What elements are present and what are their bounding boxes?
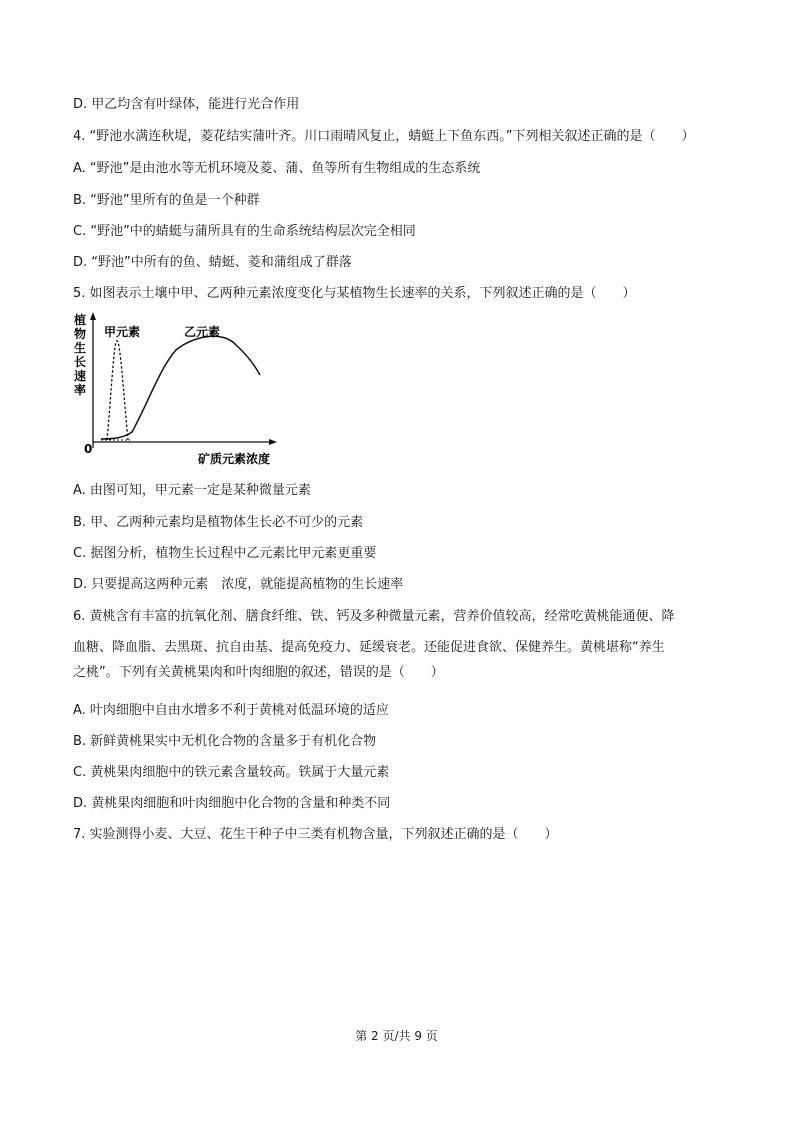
y-axis-arrow xyxy=(90,312,96,320)
origin-label: 0 xyxy=(84,442,93,456)
question-6-line1: 6. 黄桃含有丰富的抗氧化剂、膳食纤维、铁、钙及多种微量元素，营养价值较高，经常吃黄桃能通便、降 xyxy=(73,609,675,624)
question-6-line2: 血糖、降血脂、去黑斑、抗自由基、提高免疫力、延缓衰老。还能促进食欲、保健养生。黄桃堪称“养生 xyxy=(73,640,665,655)
question-4: 4. “野池水满连秋堤，菱花结实蒲叶齐。川口雨晴风复止，蜻蜓上下鱼东西。”下列相关叙述正确的是（ ） xyxy=(73,129,695,144)
curve-yi xyxy=(101,336,260,439)
x-axis-arrow xyxy=(269,439,277,445)
option-6a: A. 叶肉细胞中自由水增多不利于黄桃对低温环境的适应 xyxy=(73,703,389,718)
question-5: 5. 如图表示土壤中甲、乙两种元素浓度变化与某植物生长速率的关系，下列叙述正确的是（ ） xyxy=(73,286,636,301)
curve-jia-label: 甲元素 xyxy=(104,325,141,339)
curve-yi-label: 乙元素 xyxy=(184,325,221,339)
option-3d: D. 甲乙均含有叶绿体，能进行光合作用 xyxy=(73,97,300,112)
option-5b: B. 甲、乙两种元素均是植物体生长必不可少的元素 xyxy=(73,515,364,530)
option-6d: D. 黄桃果肉细胞和叶肉细胞中化合物的含量和种类不同 xyxy=(73,796,391,811)
option-5a: A. 由图可知，甲元素一定是某种微量元素 xyxy=(73,483,311,498)
curve-jia xyxy=(107,341,128,440)
option-4c: C. “野池”中的蜻蜓与蒲所具有的生命系统结构层次完全相同 xyxy=(73,224,416,239)
option-6b: B. 新鲜黄桃果实中无机化合物的含量多于有机化合物 xyxy=(73,734,377,749)
option-6c: C. 黄桃果肉细胞中的铁元素含量较高。铁属于大量元素 xyxy=(73,765,390,780)
growth-rate-figure xyxy=(68,308,288,468)
x-axis-label: 矿质元素浓度 xyxy=(198,452,271,466)
option-5d: D. 只要提高这两种元素 浓度，就能提高植物的生长速率 xyxy=(73,577,404,592)
page-footer: 第 2 页/共 9 页 xyxy=(355,1029,438,1043)
option-5c: C. 据图分析，植物生长过程中乙元素比甲元素更重要 xyxy=(73,546,377,561)
option-4a: A. “野池”是由池水等无机环境及菱、蒲、鱼等所有生物组成的生态系统 xyxy=(73,161,481,176)
question-7: 7. 实验测得小麦、大豆、花生干种子中三类有机物含量，下列叙述正确的是（ ） xyxy=(73,827,558,842)
option-4d: D. “野池”中所有的鱼、蜻蜓、菱和蒲组成了群落 xyxy=(73,255,352,270)
question-6-line3: 之桃”。下列有关黄桃果肉和叶肉细胞的叙述，错误的是（ ） xyxy=(73,665,444,680)
y-axis-label: 植物生长速率 xyxy=(74,313,87,397)
option-4b: B. “野池”里所有的鱼是一个种群 xyxy=(73,193,260,208)
